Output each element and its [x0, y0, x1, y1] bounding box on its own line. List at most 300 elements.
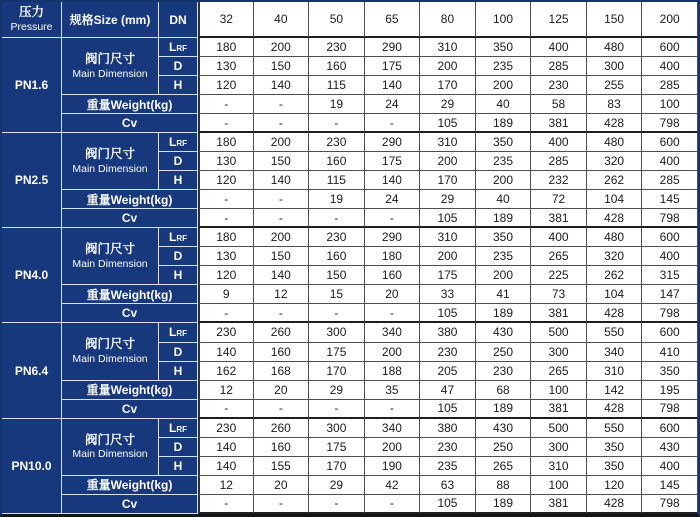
value-cell: -	[254, 209, 310, 228]
value-cell: 235	[476, 57, 532, 76]
dim-sub-label-cell	[159, 323, 198, 342]
cv-label-cell: Cv	[62, 400, 198, 419]
value-cell: 88	[476, 476, 532, 495]
value-cell: 310	[587, 362, 643, 381]
value-cell: 188	[365, 362, 421, 381]
dn-value-cell: 200	[642, 2, 698, 38]
value-cell: 175	[365, 57, 421, 76]
table-row	[2, 285, 698, 304]
dimension-label-en: Main Dimension	[72, 448, 148, 461]
value-cell: 145	[642, 190, 698, 209]
value-cell: 72	[531, 190, 587, 209]
value-cell: 140	[254, 76, 310, 95]
dn-value-cell: 150	[587, 2, 643, 38]
size-header-cell: 规格Size (mm)	[62, 2, 159, 38]
value-cell: 142	[587, 381, 643, 400]
value-cell: 260	[254, 323, 310, 342]
value-cell: 500	[531, 323, 587, 342]
value-cell: -	[254, 495, 310, 514]
value-cell: 350	[476, 228, 532, 247]
value-cell: 798	[642, 304, 698, 323]
value-cell: 310	[420, 38, 476, 57]
value-cell: 350	[476, 38, 532, 57]
dn-value-cell: 80	[420, 2, 476, 38]
value-cell: 430	[476, 419, 532, 438]
value-cell: 232	[531, 171, 587, 190]
value-cell: 798	[642, 400, 698, 419]
value-cell: 600	[642, 133, 698, 152]
value-cell: 285	[531, 57, 587, 76]
value-cell: 265	[476, 457, 532, 476]
dimension-label-cell	[62, 133, 159, 190]
value-cell: 381	[531, 304, 587, 323]
value-cell: -	[365, 495, 421, 514]
value-cell: 200	[420, 152, 476, 171]
value-cell: 20	[365, 285, 421, 304]
dimension-label-cn: 阀门尺寸	[84, 242, 135, 257]
value-cell: 381	[531, 400, 587, 419]
dim-sub-label-cell	[159, 76, 198, 95]
value-cell: 29	[420, 95, 476, 114]
table-row	[2, 209, 698, 228]
weight-label-cell: 重量Weight(kg)	[62, 381, 198, 400]
dimension-label-cell	[62, 228, 159, 285]
dim-sub-label-cell	[159, 228, 198, 247]
value-cell: 200	[420, 247, 476, 266]
value-cell: 340	[365, 419, 421, 438]
value-cell: 230	[198, 419, 254, 438]
value-cell: 100	[642, 95, 698, 114]
value-cell: 160	[309, 152, 365, 171]
value-cell: 265	[531, 247, 587, 266]
value-cell: 140	[198, 343, 254, 362]
value-cell: 265	[531, 362, 587, 381]
value-cell: 235	[476, 152, 532, 171]
dn-value-cell: 40	[254, 2, 310, 38]
table-header	[2, 2, 698, 38]
value-cell: 47	[420, 381, 476, 400]
dim-sub-main: L	[168, 230, 177, 245]
value-cell: 150	[309, 266, 365, 285]
table-row	[2, 323, 698, 342]
dim-sub-label-cell	[159, 343, 198, 362]
value-cell: 140	[198, 438, 254, 457]
value-cell: 310	[420, 228, 476, 247]
value-cell: 170	[309, 362, 365, 381]
spec-table	[2, 2, 698, 514]
value-cell: 300	[587, 57, 643, 76]
weight-label-cell: 重量Weight(kg)	[62, 190, 198, 209]
value-cell: 230	[309, 38, 365, 57]
dim-sub-main: L	[168, 325, 177, 340]
value-cell: -	[365, 304, 421, 323]
dim-sub-label-cell	[159, 362, 198, 381]
value-cell: 100	[531, 381, 587, 400]
value-cell: 381	[531, 209, 587, 228]
value-cell: 250	[476, 343, 532, 362]
value-cell: 200	[365, 343, 421, 362]
value-cell: 175	[309, 343, 365, 362]
value-cell: 428	[587, 495, 643, 514]
value-cell: 162	[198, 362, 254, 381]
dn-value-cell: 125	[531, 2, 587, 38]
value-cell: 40	[476, 95, 532, 114]
value-cell: 170	[420, 76, 476, 95]
value-cell: 12	[198, 381, 254, 400]
value-cell: 189	[476, 114, 532, 133]
dim-sub-main: D	[173, 59, 183, 74]
weight-label-cell: 重量Weight(kg)	[62, 95, 198, 114]
value-cell: -	[198, 400, 254, 419]
value-cell: 300	[309, 323, 365, 342]
value-cell: 160	[365, 266, 421, 285]
value-cell: 255	[587, 76, 643, 95]
pn-label-cell: PN6.4	[2, 323, 62, 418]
value-cell: 200	[254, 133, 310, 152]
table-body	[2, 38, 698, 514]
dim-sub-suffix: RF	[176, 44, 187, 54]
value-cell: 170	[309, 457, 365, 476]
dim-sub-main: H	[173, 173, 183, 188]
value-cell: 147	[642, 285, 698, 304]
value-cell: 189	[476, 400, 532, 419]
dim-sub-label-cell	[159, 247, 198, 266]
value-cell: 262	[587, 266, 643, 285]
cv-label-cell: Cv	[62, 209, 198, 228]
table-row	[2, 133, 698, 152]
value-cell: 29	[420, 190, 476, 209]
value-cell: 9	[198, 285, 254, 304]
value-cell: 140	[198, 457, 254, 476]
pn-label-cell: PN2.5	[2, 133, 62, 228]
dim-sub-main: H	[173, 78, 183, 93]
value-cell: 105	[420, 495, 476, 514]
dn-value-cell: 100	[476, 2, 532, 38]
value-cell: 381	[531, 114, 587, 133]
value-cell: 225	[531, 266, 587, 285]
value-cell: 20	[254, 476, 310, 495]
value-cell: 175	[420, 266, 476, 285]
pressure-header-en: Pressure	[10, 21, 53, 34]
value-cell: 160	[309, 57, 365, 76]
dn-value-cell: 32	[198, 2, 254, 38]
value-cell: 400	[642, 247, 698, 266]
value-cell: 600	[642, 323, 698, 342]
value-cell: 430	[476, 323, 532, 342]
value-cell: 300	[531, 343, 587, 362]
value-cell: 310	[531, 457, 587, 476]
dn-value-cell: 65	[365, 2, 421, 38]
value-cell: -	[198, 209, 254, 228]
value-cell: 175	[365, 152, 421, 171]
dimension-label-en: Main Dimension	[72, 257, 148, 270]
dim-sub-main: H	[173, 458, 183, 473]
value-cell: 83	[587, 95, 643, 114]
table-row	[2, 400, 698, 419]
value-cell: 175	[309, 438, 365, 457]
value-cell: 200	[476, 76, 532, 95]
value-cell: 250	[476, 438, 532, 457]
dim-sub-main: D	[173, 154, 183, 169]
value-cell: 145	[642, 476, 698, 495]
pn-label-cell: PN4.0	[2, 228, 62, 323]
dimension-label-cn: 阀门尺寸	[84, 432, 135, 447]
value-cell: 68	[476, 381, 532, 400]
table-row	[2, 95, 698, 114]
value-cell: -	[254, 400, 310, 419]
dim-sub-main: D	[173, 439, 183, 454]
dimension-label-cell	[62, 419, 159, 476]
value-cell: -	[365, 209, 421, 228]
value-cell: 180	[365, 247, 421, 266]
dim-sub-label-cell	[159, 133, 198, 152]
value-cell: 29	[309, 381, 365, 400]
cv-label-cell: Cv	[62, 495, 198, 514]
weight-label-cell: 重量Weight(kg)	[62, 285, 198, 304]
value-cell: 285	[642, 76, 698, 95]
dim-sub-suffix: RF	[176, 329, 187, 339]
value-cell: 189	[476, 209, 532, 228]
value-cell: 480	[587, 228, 643, 247]
dim-sub-label-cell	[159, 457, 198, 476]
dimension-label-en: Main Dimension	[72, 67, 148, 80]
value-cell: 310	[420, 133, 476, 152]
value-cell: 130	[198, 57, 254, 76]
value-cell: 500	[531, 419, 587, 438]
value-cell: 130	[198, 152, 254, 171]
value-cell: 180	[198, 38, 254, 57]
value-cell: 230	[420, 438, 476, 457]
value-cell: 200	[476, 266, 532, 285]
value-cell: 550	[587, 323, 643, 342]
table-row	[2, 114, 698, 133]
value-cell: 73	[531, 285, 587, 304]
value-cell: 340	[587, 343, 643, 362]
value-cell: 40	[476, 190, 532, 209]
value-cell: -	[254, 95, 310, 114]
value-cell: 120	[198, 171, 254, 190]
dimension-label-cn: 阀门尺寸	[84, 51, 135, 66]
value-cell: 480	[587, 38, 643, 57]
value-cell: 380	[420, 323, 476, 342]
value-cell: 130	[198, 247, 254, 266]
value-cell: 400	[642, 57, 698, 76]
value-cell: -	[365, 114, 421, 133]
value-cell: 230	[531, 76, 587, 95]
value-cell: 115	[309, 76, 365, 95]
value-cell: 230	[309, 133, 365, 152]
value-cell: 120	[198, 266, 254, 285]
value-cell: 104	[587, 285, 643, 304]
table-row	[2, 381, 698, 400]
value-cell: 105	[420, 304, 476, 323]
value-cell: 200	[476, 171, 532, 190]
value-cell: 15	[309, 285, 365, 304]
dim-sub-label-cell	[159, 419, 198, 438]
dimension-label-cell	[62, 323, 159, 380]
value-cell: 19	[309, 95, 365, 114]
value-cell: 230	[420, 343, 476, 362]
value-cell: 120	[587, 476, 643, 495]
value-cell: 42	[365, 476, 421, 495]
value-cell: 33	[420, 285, 476, 304]
value-cell: 798	[642, 114, 698, 133]
value-cell: -	[254, 190, 310, 209]
dim-sub-label-cell	[159, 438, 198, 457]
value-cell: 180	[198, 133, 254, 152]
value-cell: 400	[642, 457, 698, 476]
value-cell: 290	[365, 38, 421, 57]
value-cell: 35	[365, 381, 421, 400]
value-cell: 150	[254, 247, 310, 266]
value-cell: 230	[309, 228, 365, 247]
value-cell: -	[309, 495, 365, 514]
value-cell: 140	[254, 171, 310, 190]
dim-sub-label-cell	[159, 57, 198, 76]
value-cell: 160	[254, 343, 310, 362]
pressure-header-cn: 压力	[18, 5, 44, 20]
dim-sub-main: L	[168, 135, 177, 150]
table-row	[2, 476, 698, 495]
value-cell: 120	[198, 76, 254, 95]
pn-label-cell: PN10.0	[2, 419, 62, 514]
value-cell: 350	[476, 133, 532, 152]
table-row	[2, 419, 698, 438]
value-cell: 140	[254, 266, 310, 285]
value-cell: 12	[254, 285, 310, 304]
cv-label-cell: Cv	[62, 114, 198, 133]
value-cell: 798	[642, 495, 698, 514]
value-cell: -	[309, 114, 365, 133]
dimension-label-cn: 阀门尺寸	[84, 147, 135, 162]
dim-sub-suffix: RF	[176, 234, 187, 244]
value-cell: 205	[420, 362, 476, 381]
dim-sub-main: H	[173, 363, 183, 378]
value-cell: 104	[587, 190, 643, 209]
value-cell: 140	[365, 171, 421, 190]
value-cell: 200	[254, 38, 310, 57]
value-cell: 140	[365, 76, 421, 95]
value-cell: 58	[531, 95, 587, 114]
value-cell: -	[254, 304, 310, 323]
value-cell: 235	[420, 457, 476, 476]
value-cell: 260	[254, 419, 310, 438]
dim-sub-main: H	[173, 268, 183, 283]
value-cell: 230	[476, 362, 532, 381]
value-cell: 381	[531, 495, 587, 514]
value-cell: 400	[531, 133, 587, 152]
value-cell: 195	[642, 381, 698, 400]
pressure-header-cell	[2, 2, 62, 38]
value-cell: -	[198, 495, 254, 514]
value-cell: 480	[587, 133, 643, 152]
value-cell: 428	[587, 304, 643, 323]
dn-value-cell: 50	[309, 2, 365, 38]
value-cell: 235	[476, 247, 532, 266]
value-cell: 230	[198, 323, 254, 342]
value-cell: 155	[254, 457, 310, 476]
value-cell: 105	[420, 209, 476, 228]
dim-sub-main: L	[168, 40, 177, 55]
value-cell: 115	[309, 171, 365, 190]
value-cell: 300	[531, 438, 587, 457]
value-cell: 160	[309, 247, 365, 266]
dimension-label-en: Main Dimension	[72, 353, 148, 366]
value-cell: 150	[254, 152, 310, 171]
value-cell: 12	[198, 476, 254, 495]
value-cell: 290	[365, 133, 421, 152]
header-row	[2, 2, 698, 38]
value-cell: 340	[365, 323, 421, 342]
value-cell: 285	[531, 152, 587, 171]
value-cell: -	[254, 114, 310, 133]
dim-sub-main: L	[168, 420, 177, 435]
dim-sub-label-cell	[159, 266, 198, 285]
value-cell: 200	[254, 228, 310, 247]
value-cell: 600	[642, 38, 698, 57]
value-cell: -	[198, 304, 254, 323]
value-cell: 190	[365, 457, 421, 476]
value-cell: 105	[420, 400, 476, 419]
value-cell: 24	[365, 190, 421, 209]
value-cell: 168	[254, 362, 310, 381]
value-cell: 320	[587, 247, 643, 266]
value-cell: 350	[587, 457, 643, 476]
dim-sub-main: D	[173, 249, 183, 264]
weight-label-cell: 重量Weight(kg)	[62, 476, 198, 495]
pn-label-cell: PN1.6	[2, 38, 62, 133]
value-cell: -	[309, 209, 365, 228]
cv-label-cell: Cv	[62, 304, 198, 323]
value-cell: 29	[309, 476, 365, 495]
dim-sub-label-cell	[159, 171, 198, 190]
value-cell: -	[198, 190, 254, 209]
value-cell: 550	[587, 419, 643, 438]
dimension-label-cell	[62, 38, 159, 95]
table-row	[2, 190, 698, 209]
value-cell: 285	[642, 171, 698, 190]
dim-sub-label-cell	[159, 152, 198, 171]
table-row	[2, 495, 698, 514]
value-cell: 24	[365, 95, 421, 114]
value-cell: 170	[420, 171, 476, 190]
value-cell: -	[365, 400, 421, 419]
dim-sub-suffix: RF	[176, 424, 187, 434]
value-cell: 19	[309, 190, 365, 209]
value-cell: 600	[642, 228, 698, 247]
dim-sub-suffix: RF	[176, 139, 187, 149]
dimension-label-cn: 阀门尺寸	[84, 337, 135, 352]
value-cell: 400	[642, 152, 698, 171]
value-cell: 180	[198, 228, 254, 247]
dim-sub-label-cell	[159, 38, 198, 57]
value-cell: 189	[476, 495, 532, 514]
value-cell: 150	[254, 57, 310, 76]
value-cell: -	[309, 400, 365, 419]
value-cell: 41	[476, 285, 532, 304]
value-cell: 160	[254, 438, 310, 457]
dn-header-cell: DN	[159, 2, 198, 38]
value-cell: 430	[642, 438, 698, 457]
value-cell: 400	[531, 38, 587, 57]
value-cell: 350	[642, 362, 698, 381]
value-cell: 189	[476, 304, 532, 323]
value-cell: 428	[587, 114, 643, 133]
value-cell: 100	[531, 476, 587, 495]
value-cell: 290	[365, 228, 421, 247]
table-row	[2, 304, 698, 323]
value-cell: 798	[642, 209, 698, 228]
